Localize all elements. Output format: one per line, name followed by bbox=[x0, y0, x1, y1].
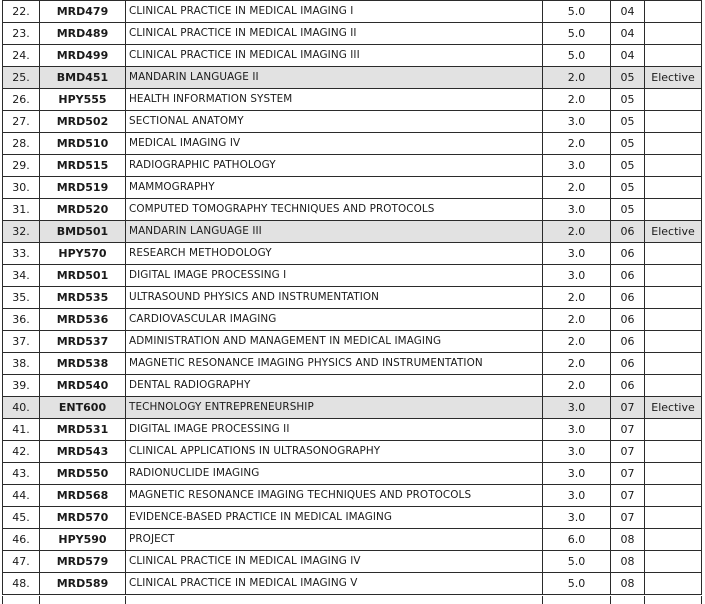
course-code-cell: ENT600 bbox=[40, 397, 126, 419]
course-code-cell: MRD479 bbox=[40, 1, 126, 23]
course-table-body bbox=[3, 1, 702, 595]
table-row bbox=[3, 23, 702, 45]
course-table bbox=[2, 0, 702, 595]
course-code-cell: MRD570 bbox=[40, 507, 126, 529]
course-type-cell bbox=[645, 155, 702, 177]
course-title-cell: MAMMOGRAPHY bbox=[126, 177, 543, 199]
table-row bbox=[3, 45, 702, 67]
credit-hours-cell: 3.0 bbox=[543, 485, 611, 507]
credit-hours-cell: 5.0 bbox=[543, 551, 611, 573]
course-type-cell bbox=[645, 23, 702, 45]
course-title-cell: ADMINISTRATION AND MANAGEMENT IN MEDICAL IMAGING bbox=[126, 331, 543, 353]
credit-hours-cell: 2.0 bbox=[543, 133, 611, 155]
table-row bbox=[3, 441, 702, 463]
course-title-cell: MANDARIN LANGUAGE III bbox=[126, 221, 543, 243]
row-number-cell: 31. bbox=[3, 199, 40, 221]
semester-cell: 07 bbox=[611, 441, 645, 463]
row-number-cell: 45. bbox=[3, 507, 40, 529]
credit-hours-cell: 2.0 bbox=[543, 221, 611, 243]
semester-cell: 06 bbox=[611, 353, 645, 375]
course-type-cell bbox=[645, 507, 702, 529]
course-code-cell: MRD520 bbox=[40, 199, 126, 221]
course-code-cell: MRD540 bbox=[40, 375, 126, 397]
course-code-cell: MRD589 bbox=[40, 573, 126, 595]
credit-hours-cell: 3.0 bbox=[543, 111, 611, 133]
course-code-cell: MRD568 bbox=[40, 485, 126, 507]
row-number-cell: 38. bbox=[3, 353, 40, 375]
course-type-cell bbox=[645, 551, 702, 573]
row-number-cell: 22. bbox=[3, 1, 40, 23]
course-title-cell: CLINICAL PRACTICE IN MEDICAL IMAGING IV bbox=[126, 551, 543, 573]
row-number-cell: 32. bbox=[3, 221, 40, 243]
credit-hours-cell: 3.0 bbox=[543, 155, 611, 177]
row-number-cell: 37. bbox=[3, 331, 40, 353]
table-row bbox=[3, 375, 702, 397]
course-code-cell: HPY555 bbox=[40, 89, 126, 111]
course-type-cell bbox=[645, 133, 702, 155]
course-title-cell: DENTAL RADIOGRAPHY bbox=[126, 375, 543, 397]
course-type-cell bbox=[645, 485, 702, 507]
course-type-cell bbox=[645, 265, 702, 287]
table-row bbox=[3, 133, 702, 155]
semester-cell: 05 bbox=[611, 111, 645, 133]
credit-hours-cell: 5.0 bbox=[543, 45, 611, 67]
course-title-cell: CLINICAL PRACTICE IN MEDICAL IMAGING I bbox=[126, 1, 543, 23]
course-title-cell: DIGITAL IMAGE PROCESSING II bbox=[126, 419, 543, 441]
semester-cell: 04 bbox=[611, 1, 645, 23]
table-row bbox=[3, 551, 702, 573]
semester-cell: 08 bbox=[611, 551, 645, 573]
credit-hours-cell: 2.0 bbox=[543, 287, 611, 309]
row-number-cell: 44. bbox=[3, 485, 40, 507]
course-title-cell: MANDARIN LANGUAGE II bbox=[126, 67, 543, 89]
course-type-cell bbox=[645, 243, 702, 265]
row-number-cell: 33. bbox=[3, 243, 40, 265]
course-code-cell: MRD502 bbox=[40, 111, 126, 133]
course-title-cell: MAGNETIC RESONANCE IMAGING TECHNIQUES AND PROTOCOLS bbox=[126, 485, 543, 507]
course-code-cell: MRD536 bbox=[40, 309, 126, 331]
semester-cell: 06 bbox=[611, 287, 645, 309]
course-type-cell bbox=[645, 353, 702, 375]
course-title-cell: CLINICAL PRACTICE IN MEDICAL IMAGING V bbox=[126, 573, 543, 595]
row-number-cell: 27. bbox=[3, 111, 40, 133]
course-type-cell bbox=[645, 309, 702, 331]
course-type-cell bbox=[645, 287, 702, 309]
table-row bbox=[3, 419, 702, 441]
semester-cell: 07 bbox=[611, 485, 645, 507]
row-number-cell: 23. bbox=[3, 23, 40, 45]
course-type-cell bbox=[645, 1, 702, 23]
credit-hours-cell: 2.0 bbox=[543, 177, 611, 199]
table-row bbox=[3, 1, 702, 23]
row-number-cell: 40. bbox=[3, 397, 40, 419]
semester-cell: 07 bbox=[611, 397, 645, 419]
course-title-cell: DIGITAL IMAGE PROCESSING I bbox=[126, 265, 543, 287]
course-code-cell: HPY570 bbox=[40, 243, 126, 265]
table-row bbox=[3, 353, 702, 375]
semester-cell: 06 bbox=[611, 309, 645, 331]
course-title-cell: HEALTH INFORMATION SYSTEM bbox=[126, 89, 543, 111]
table-row bbox=[3, 309, 702, 331]
semester-cell: 04 bbox=[611, 45, 645, 67]
course-title-cell: PROJECT bbox=[126, 529, 543, 551]
table-row bbox=[3, 221, 702, 243]
course-title-cell: CLINICAL PRACTICE IN MEDICAL IMAGING III bbox=[126, 45, 543, 67]
credit-hours-cell: 3.0 bbox=[543, 507, 611, 529]
semester-cell: 05 bbox=[611, 133, 645, 155]
semester-cell: 07 bbox=[611, 507, 645, 529]
course-title-cell: CLINICAL PRACTICE IN MEDICAL IMAGING II bbox=[126, 23, 543, 45]
course-type-cell bbox=[645, 419, 702, 441]
table-row bbox=[3, 287, 702, 309]
course-code-cell: BMD501 bbox=[40, 221, 126, 243]
table-row bbox=[3, 243, 702, 265]
course-title-cell: RADIONUCLIDE IMAGING bbox=[126, 463, 543, 485]
course-type-cell: Elective bbox=[645, 397, 702, 419]
table-row bbox=[3, 265, 702, 287]
credit-hours-cell: 3.0 bbox=[543, 419, 611, 441]
course-type-cell bbox=[645, 375, 702, 397]
course-type-cell bbox=[645, 177, 702, 199]
course-title-cell: CARDIOVASCULAR IMAGING bbox=[126, 309, 543, 331]
row-number-cell: 28. bbox=[3, 133, 40, 155]
semester-cell: 08 bbox=[611, 573, 645, 595]
course-title-cell: SECTIONAL ANATOMY bbox=[126, 111, 543, 133]
credit-hours-cell: 2.0 bbox=[543, 67, 611, 89]
row-number-cell: 47. bbox=[3, 551, 40, 573]
row-number-cell: 43. bbox=[3, 463, 40, 485]
credit-hours-cell: 3.0 bbox=[543, 199, 611, 221]
credit-hours-cell: 6.0 bbox=[543, 529, 611, 551]
credit-hours-cell: 2.0 bbox=[543, 353, 611, 375]
table-row bbox=[3, 507, 702, 529]
course-code-cell: MRD519 bbox=[40, 177, 126, 199]
table-row bbox=[3, 199, 702, 221]
credit-hours-cell: 3.0 bbox=[543, 265, 611, 287]
semester-cell: 04 bbox=[611, 23, 645, 45]
row-number-cell: 34. bbox=[3, 265, 40, 287]
row-number-cell: 48. bbox=[3, 573, 40, 595]
row-number-cell: 36. bbox=[3, 309, 40, 331]
course-type-cell bbox=[645, 111, 702, 133]
table-row bbox=[3, 155, 702, 177]
credit-hours-cell: 2.0 bbox=[543, 331, 611, 353]
course-title-cell: MEDICAL IMAGING IV bbox=[126, 133, 543, 155]
table-row bbox=[3, 177, 702, 199]
row-number-cell: 42. bbox=[3, 441, 40, 463]
row-number-cell: 46. bbox=[3, 529, 40, 551]
course-type-cell bbox=[645, 45, 702, 67]
semester-cell: 05 bbox=[611, 89, 645, 111]
course-type-cell bbox=[645, 441, 702, 463]
course-code-cell: MRD510 bbox=[40, 133, 126, 155]
semester-cell: 05 bbox=[611, 177, 645, 199]
table-row bbox=[3, 463, 702, 485]
course-type-cell bbox=[645, 529, 702, 551]
table-row bbox=[3, 111, 702, 133]
row-number-cell: 39. bbox=[3, 375, 40, 397]
course-title-cell: MAGNETIC RESONANCE IMAGING PHYSICS AND INSTRUMENTATION bbox=[126, 353, 543, 375]
semester-cell: 07 bbox=[611, 419, 645, 441]
course-title-cell: RESEARCH METHODOLOGY bbox=[126, 243, 543, 265]
credit-hours-cell: 2.0 bbox=[543, 309, 611, 331]
table-row bbox=[3, 529, 702, 551]
course-title-cell: COMPUTED TOMOGRAPHY TECHNIQUES AND PROTOCOLS bbox=[126, 199, 543, 221]
course-title-cell: CLINICAL APPLICATIONS IN ULTRASONOGRAPHY bbox=[126, 441, 543, 463]
credit-hours-cell: 5.0 bbox=[543, 23, 611, 45]
course-title-cell: ULTRASOUND PHYSICS AND INSTRUMENTATION bbox=[126, 287, 543, 309]
credit-hours-cell: 3.0 bbox=[543, 463, 611, 485]
course-type-cell: Elective bbox=[645, 221, 702, 243]
course-title-cell: RADIOGRAPHIC PATHOLOGY bbox=[126, 155, 543, 177]
row-number-cell: 35. bbox=[3, 287, 40, 309]
course-code-cell: MRD501 bbox=[40, 265, 126, 287]
course-title-cell: TECHNOLOGY ENTREPRENEURSHIP bbox=[126, 397, 543, 419]
table-row bbox=[3, 573, 702, 595]
course-title-cell: EVIDENCE-BASED PRACTICE IN MEDICAL IMAGING bbox=[126, 507, 543, 529]
course-type-cell bbox=[645, 331, 702, 353]
course-code-cell: MRD579 bbox=[40, 551, 126, 573]
row-number-cell: 30. bbox=[3, 177, 40, 199]
row-number-cell: 41. bbox=[3, 419, 40, 441]
credit-hours-cell: 3.0 bbox=[543, 397, 611, 419]
table-row bbox=[3, 485, 702, 507]
row-number-cell: 29. bbox=[3, 155, 40, 177]
semester-cell: 05 bbox=[611, 67, 645, 89]
course-code-cell: MRD543 bbox=[40, 441, 126, 463]
semester-cell: 06 bbox=[611, 331, 645, 353]
course-code-cell: MRD515 bbox=[40, 155, 126, 177]
semester-cell: 06 bbox=[611, 375, 645, 397]
course-code-cell: MRD535 bbox=[40, 287, 126, 309]
row-number-cell: 26. bbox=[3, 89, 40, 111]
course-code-cell: MRD499 bbox=[40, 45, 126, 67]
course-type-cell bbox=[645, 463, 702, 485]
course-type-cell bbox=[645, 573, 702, 595]
semester-cell: 06 bbox=[611, 265, 645, 287]
semester-cell: 07 bbox=[611, 463, 645, 485]
semester-cell: 05 bbox=[611, 199, 645, 221]
course-code-cell: BMD451 bbox=[40, 67, 126, 89]
course-code-cell: MRD550 bbox=[40, 463, 126, 485]
table-row bbox=[3, 89, 702, 111]
credit-hours-cell: 5.0 bbox=[543, 1, 611, 23]
partial-next-row bbox=[2, 596, 702, 604]
table-row bbox=[3, 331, 702, 353]
credit-hours-cell: 2.0 bbox=[543, 375, 611, 397]
course-code-cell: MRD538 bbox=[40, 353, 126, 375]
course-type-cell bbox=[645, 199, 702, 221]
semester-cell: 06 bbox=[611, 221, 645, 243]
semester-cell: 05 bbox=[611, 155, 645, 177]
course-code-cell: MRD489 bbox=[40, 23, 126, 45]
course-type-cell: Elective bbox=[645, 67, 702, 89]
credit-hours-cell: 3.0 bbox=[543, 243, 611, 265]
table-row bbox=[3, 397, 702, 419]
semester-cell: 06 bbox=[611, 243, 645, 265]
credit-hours-cell: 3.0 bbox=[543, 441, 611, 463]
course-type-cell bbox=[645, 89, 702, 111]
semester-cell: 08 bbox=[611, 529, 645, 551]
row-number-cell: 24. bbox=[3, 45, 40, 67]
credit-hours-cell: 5.0 bbox=[543, 573, 611, 595]
credit-hours-cell: 2.0 bbox=[543, 89, 611, 111]
row-number-cell: 25. bbox=[3, 67, 40, 89]
course-code-cell: HPY590 bbox=[40, 529, 126, 551]
table-row bbox=[3, 67, 702, 89]
course-code-cell: MRD531 bbox=[40, 419, 126, 441]
course-code-cell: MRD537 bbox=[40, 331, 126, 353]
